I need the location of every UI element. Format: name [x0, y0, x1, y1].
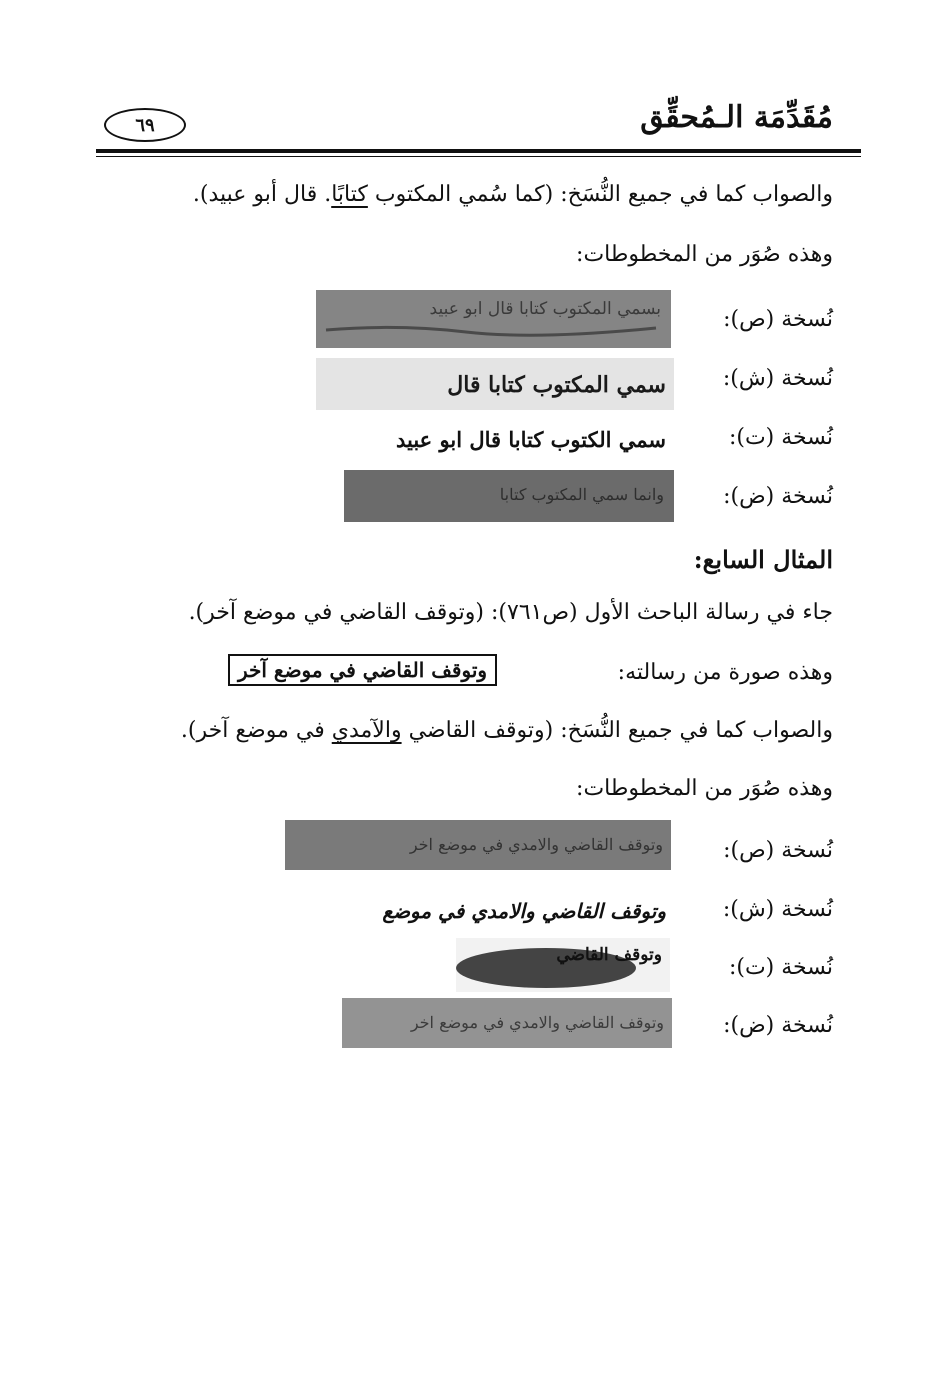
correct-reading-line — [181, 718, 833, 743]
copy-label: نُسخة (ش): — [722, 897, 833, 922]
manuscript-image — [456, 938, 670, 992]
manuscript-image — [298, 420, 670, 456]
copy-label: نُسخة (ص): — [723, 307, 833, 332]
manuscript-image — [344, 470, 674, 522]
manuscript-image — [316, 290, 671, 348]
text-run: . قال أبو عبيد). — [192, 182, 332, 207]
manuscript-text: سمي المكتوب كتابا قال — [447, 372, 666, 398]
header-rule-thin — [96, 156, 861, 157]
manuscript-image — [354, 890, 670, 932]
page-header-title: مُقَدِّمَة الـمُحقِّق — [640, 100, 833, 135]
text-run: والصواب كما في جميع النُّسَخ: (وتوقف القاضي — [401, 718, 833, 743]
copy-label: نُسخة (ض): — [723, 484, 833, 509]
manuscript-text: وانما سمي المكتوب كتابا — [499, 485, 664, 504]
copy-label: نُسخة (ش): — [722, 366, 833, 391]
copy-label: نُسخة (ض): — [723, 1013, 833, 1038]
manuscript-image — [285, 820, 671, 870]
manuscript-text: بسمي المكتوب كتابا قال ابو عبيد — [429, 299, 661, 319]
manuscript-text: وتوقف القاضي والامدي في موضع — [382, 899, 666, 923]
copy-label: نُسخة (ت): — [728, 425, 833, 450]
manuscripts-intro: وهذه صُوَر من المخطوطات: — [576, 242, 833, 267]
text-run: في موضع آخر). — [180, 718, 332, 743]
correct-reading-line — [193, 182, 833, 207]
manuscript-image — [342, 998, 672, 1048]
header-rule — [96, 149, 861, 153]
section-heading: المثال السابع: — [693, 545, 833, 574]
manuscript-text: وتوقف القاضي والامدي في موضع اخر — [409, 835, 663, 854]
thesis-excerpt-box: وتوقف القاضي في موضع آخر — [228, 654, 497, 686]
manuscript-text: وتوقف القاضي والامدي في موضع اخر — [410, 1013, 664, 1032]
copy-label: نُسخة (ت): — [728, 955, 833, 980]
thesis-image-label: وهذه صورة من رسالته: — [617, 660, 833, 685]
underlined-word: كتابًا — [331, 182, 368, 207]
manuscript-text: وتوقف القاضي — [556, 945, 662, 965]
underlined-word: والآمدي — [331, 718, 402, 743]
page-number: ٦٩ — [104, 108, 186, 142]
text-run: والصواب كما في جميع النُّسَخ: (كما سُمي المكتوب — [367, 182, 833, 207]
manuscripts-intro: وهذه صُوَر من المخطوطات: — [576, 776, 833, 801]
manuscript-image — [316, 358, 674, 410]
copy-label: نُسخة (ص): — [723, 838, 833, 863]
source-citation-line: جاء في رسالة الباحث الأول (ص٧٦١): (وتوقف القاضي في موضع آخر). — [188, 600, 833, 625]
manuscript-text: سمي الكتوب كتابا قال ابو عبيد — [395, 427, 666, 452]
